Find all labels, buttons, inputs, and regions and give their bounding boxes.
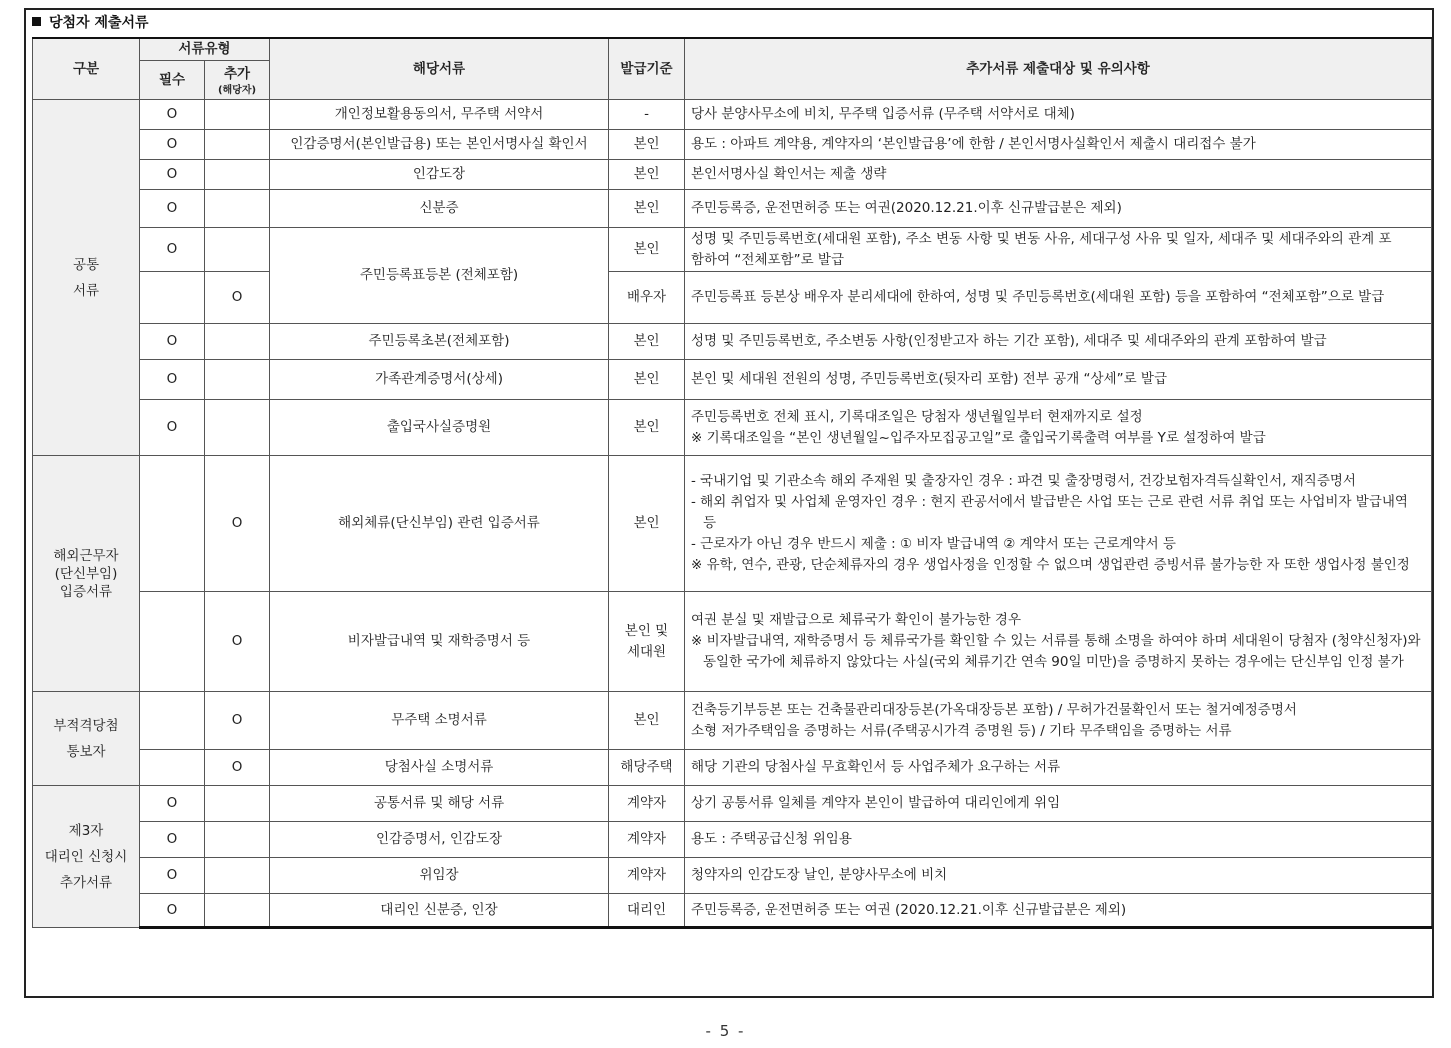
required-mark: O [140,100,205,130]
required-mark: O [140,858,205,894]
category-overseas: 해외근무자 (단신부임) 입증서류 [33,456,140,692]
required-mark: O [140,360,205,400]
document-name: 신분증 [270,190,609,228]
square-bullet-icon [32,17,41,26]
required-mark: O [140,786,205,822]
notes: 주민등록증, 운전면허증 또는 여권 (2020.12.21.이후 신규발급분은 제외) [685,894,1432,928]
category-ineligible: 부적격당첨 통보자 [33,692,140,786]
header-additional: 추가 (해당자) [205,61,270,100]
document-name: 대리인 신분증, 인장 [270,894,609,928]
section-title: 당첨자 제출서류 [32,12,149,32]
table-row [33,822,1432,858]
issuer: 본인 및 세대원 [609,592,685,692]
document-name: 주민등록초본(전체포함) [270,324,609,360]
table-row [33,100,1432,130]
page-number: - 5 - [705,1022,746,1040]
required-mark: O [140,894,205,928]
notes: 용도 : 아파트 계약용, 계약자의 ‘본인발급용’에 한함 / 본인서명사실확인서 제출시 대리접수 불가 [685,130,1432,160]
issuer: 본인 [609,692,685,750]
issuer: 해당주택 [609,750,685,786]
required-mark: O [140,160,205,190]
additional-mark: O [205,692,270,750]
document-name: 무주택 소명서류 [270,692,609,750]
additional-mark: O [205,456,270,592]
notes: 해당 기관의 당첨사실 무효확인서 등 사업주체가 요구하는 서류 [685,750,1432,786]
additional-mark: O [205,272,270,324]
document-name: 가족관계증명서(상세) [270,360,609,400]
notes: 성명 및 주민등록번호(세대원 포함), 주소 변동 사항 및 변동 사유, 세대구성 사유 및 일자, 세대주 및 세대주와의 관계 포 함하여 “전체포함”로 발급 [685,228,1432,272]
header-notes: 추가서류 제출대상 및 유의사항 [685,38,1432,100]
document-name: 인감증명서, 인감도장 [270,822,609,858]
additional-mark: O [205,750,270,786]
document-name: 개인정보활용동의서, 무주택 서약서 [270,100,609,130]
table-row [33,324,1432,360]
table-row [33,456,1432,592]
document-name: 공통서류 및 해당 서류 [270,786,609,822]
issuer: 본인 [609,400,685,456]
issuer: 본인 [609,360,685,400]
table-row [33,228,1432,272]
table-row [33,894,1432,928]
header-issuer: 발급기준 [609,38,685,100]
header-category: 구분 [33,38,140,100]
issuer: 본인 [609,456,685,592]
notes: 용도 : 주택공급신청 위임용 [685,822,1432,858]
document-name: 당첨사실 소명서류 [270,750,609,786]
document-name: 인감도장 [270,160,609,190]
document-name: 주민등록표등본 (전체포함) [270,228,609,324]
notes: 상기 공통서류 일체를 계약자 본인이 발급하여 대리인에게 위임 [685,786,1432,822]
required-mark: O [140,228,205,272]
header-required: 필수 [140,61,205,100]
table-row [33,190,1432,228]
issuer: 본인 [609,228,685,272]
required-mark: O [140,822,205,858]
required-mark: O [140,190,205,228]
notes: 본인서명사실 확인서는 제출 생략 [685,160,1432,190]
document-name: 해외체류(단신부임) 관련 입증서류 [270,456,609,592]
required-mark: O [140,400,205,456]
notes: 성명 및 주민등록번호, 주소변동 사항(인정받고자 하는 기간 포함), 세대주 및 세대주와의 관계 포함하여 발급 [685,324,1432,360]
table-row [33,592,1432,692]
notes: 여권 분실 및 재발급으로 체류국가 확인이 불가능한 경우 ※ 비자발급내역, 재학증명서 등 체류국가를 확인할 수 있는 서류를 통해 소명을 하여야 하며 세대원이 당첨자 (청약신청자)와 동일한 국가에 체류하지 않았다는 사실(국외 체류기간 연속 90일 미만)을 증명하지 못하는 경우에는 단신부임 인정 불가 [685,592,1432,692]
issuer: 본인 [609,130,685,160]
issuer: - [609,100,685,130]
issuer: 계약자 [609,786,685,822]
category-third-party: 제3자 대리인 신청시 추가서류 [33,786,140,928]
issuer: 본인 [609,190,685,228]
document-name: 위임장 [270,858,609,894]
issuer: 본인 [609,324,685,360]
header-document: 해당서류 [270,38,609,100]
table-row [33,692,1432,750]
table-row [33,360,1432,400]
issuer: 계약자 [609,858,685,894]
issuer: 대리인 [609,894,685,928]
header-doc-type: 서류유형 [140,38,270,61]
table-row [33,858,1432,894]
documents-table [32,37,1432,929]
table-row [33,130,1432,160]
document-name: 인감증명서(본인발급용) 또는 본인서명사실 확인서 [270,130,609,160]
table-row [33,786,1432,822]
notes: 주민등록증, 운전면허증 또는 여권(2020.12.21.이후 신규발급분은 제외) [685,190,1432,228]
notes: 건축등기부등본 또는 건축물관리대장등본(가옥대장등본 포함) / 무허가건물확인서 또는 철거예정증명서 소형 저가주택임을 증명하는 서류(주택공시가격 증명원 등) / 기타 무주택임을 증명하는 서류 [685,692,1432,750]
notes: - 국내기업 및 기관소속 해외 주재원 및 출장자인 경우 : 파견 및 출장명령서, 건강보험자격득실확인서, 재직증명서 - 해외 취업자 및 사업체 운영자인 경우 : 현지 관공서에서 발급받은 사업 또는 근로 관련 서류 취업 또는 사업비자 발급내역 등 - 근로자가 아닌 경우 반드시 제출 : ① 비자 발급내역 ② 계약서 또는 근로계약서 등 ※ 유학, 연수, 관광, 단순체류자의 경우 생업사정을 인정할 수 없으며 생업관련 증빙서류 불가능한 자 또한 생업사정 불인정 [685,456,1432,592]
required-mark: O [140,324,205,360]
notes: 청약자의 인감도장 날인, 분양사무소에 비치 [685,858,1432,894]
document-name: 출입국사실증명원 [270,400,609,456]
issuer: 계약자 [609,822,685,858]
table-row [33,272,1432,324]
issuer: 본인 [609,160,685,190]
required-mark: O [140,130,205,160]
table-row [33,160,1432,190]
table-row [33,750,1432,786]
table-row [33,400,1432,456]
notes: 주민등록번호 전체 표시, 기록대조일은 당첨자 생년월일부터 현재까지로 설정 ※ 기록대조일을 “본인 생년월일~입주자모집공고일”로 출입국기록출력 여부를 Y로 설정하여 발급 [685,400,1432,456]
additional-mark: O [205,592,270,692]
notes: 본인 및 세대원 전원의 성명, 주민등록번호(뒷자리 포함) 전부 공개 “상세”로 발급 [685,360,1432,400]
category-common: 공통 서류 [33,100,140,456]
document-name: 비자발급내역 및 재학증명서 등 [270,592,609,692]
notes: 주민등록표 등본상 배우자 분리세대에 한하여, 성명 및 주민등록번호(세대원 포함) 등을 포함하여 “전체포함”으로 발급 [685,272,1432,324]
issuer: 배우자 [609,272,685,324]
notes: 당사 분양사무소에 비치, 무주택 입증서류 (무주택 서약서로 대체) [685,100,1432,130]
